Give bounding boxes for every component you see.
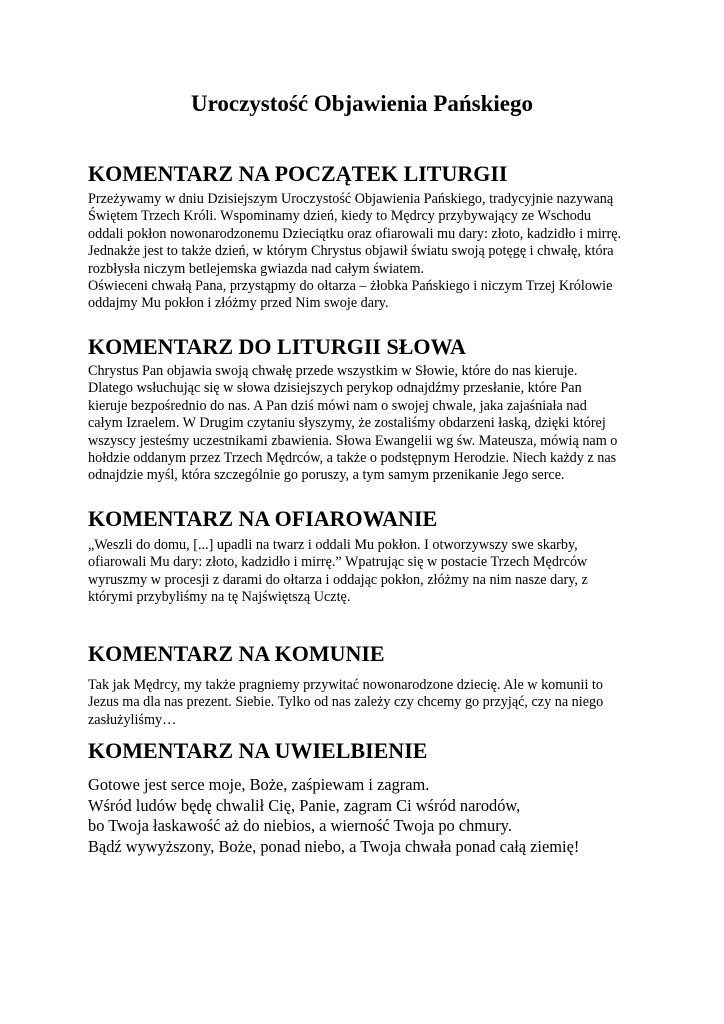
section-body-poczatek-liturgii [88, 191, 621, 313]
text-line: Chrystus Pan objawia swoją chwałę przede wszystkim w Słowie, które do nas kieruje. [88, 363, 578, 379]
section-heading-uwielbienie: KOMENTARZ NA UWIELBIENIE [88, 738, 428, 763]
text-line: którymi przybyliśmy na tę Najświętszą Ucztę. [88, 589, 351, 606]
text-line: oddajmy Mu pokłon i złóżmy przed Nim swoje dary. [88, 295, 389, 312]
text-line: Tak jak Mędrcy, my także pragniemy przywitać nowonarodzone dziecię. Ale w komunii to [88, 677, 603, 693]
text-line: Dlatego wsłuchując się w słowa dzisiejszych perykop odnajdźmy przesłanie, które Pan [88, 380, 582, 397]
text-line: „Weszli do domu, [...] upadli na twarz i oddali Mu pokłon. I otworzywszy swe skarby, [88, 537, 578, 553]
section-body-ofiarowanie [88, 537, 588, 607]
text-line: wszyscy jesteśmy uczestnikami zbawienia. Słowa Ewangelii wg św. Mateusza, mówią nam o [88, 432, 618, 449]
text-line: Wśród ludów będę chwalił Cię, Panie, zagram Ci wśród narodów, [88, 795, 521, 815]
document-title: Uroczystość Objawienia Pańskiego [190, 91, 533, 116]
section-heading-poczatek-liturgii: KOMENTARZ NA POCZĄTEK LITURGII [88, 161, 508, 186]
section-heading-liturgia-slowa: KOMENTARZ DO LITURGII SŁOWA [88, 334, 466, 359]
text-line: Gotowe jest serce moje, Boże, zaśpiewam i zagram. [88, 775, 430, 794]
text-line: Jednakże jest to także dzień, w którym Chrystus objawił światu swoją potęgę i chwałę, która [88, 243, 614, 260]
text-line: hołdzie oddanym przez Trzech Mędrców, a także o podstępnym Herodzie. Niech każdy z nas [88, 450, 617, 467]
section-heading-komunia: KOMENTARZ NA KOMUNIE [88, 641, 385, 666]
text-line: całym Izraelem. W Drugim czytaniu słyszymy, że zostaliśmy obdarzeni łaską, dzięki której [88, 415, 606, 432]
text-line: zasłużyliśmy… [88, 711, 177, 728]
text-line: oddali pokłon nowonarodzonemu Dzieciątku oraz ofiarowali mu dary: złoto, kadzidło i mirrę. [88, 225, 622, 242]
text-line: Świętem Trzech Króli. Wspominamy dzień, kiedy to Mędrcy przybywający ze Wschodu [88, 208, 592, 225]
text-line: Oświeceni chwałą Pana, przystąpmy do ołtarza – żłobka Pańskiego i niczym Trzej Królowie [88, 278, 613, 295]
text-line: wyruszmy w procesji z darami do ołtarza i oddając pokłon, złóżmy na nim nasze dary, z [88, 571, 588, 588]
text-line: kieruje bezpośrednio do nas. A Pan dziś mówi nam o swojej chwale, jaka zajaśniała nad [88, 397, 587, 414]
section-body-liturgia-slowa [88, 363, 617, 485]
text-line: rozbłysła niczym betlejemska gwiazda nad całym światem. [88, 260, 425, 277]
text-line: Przeżywamy w dniu Dzisiejszym Uroczystość Objawienia Pańskiego, tradycyjnie nazywaną [88, 191, 614, 207]
section-heading-ofiarowanie: KOMENTARZ NA OFIAROWANIE [88, 506, 438, 531]
text-line: Jezus ma dla nas prezent. Siebie. Tylko od nas zależy czy chcemy go przyjąć, czy na niego [88, 694, 604, 711]
text-line: bo Twoja łaskawość aż do niebios, a wierność Twoja po chmury. [88, 816, 512, 835]
section-body-komunia [88, 677, 603, 729]
section-body-uwielbienie [88, 775, 579, 857]
text-line: odnajdzie myśl, która szczególnie go poruszy, a tym samym przenikanie Jego serce. [88, 467, 565, 484]
text-line: ofiarowali Mu dary: złoto, kadzidło i mirrę.” Wpatrując się w postacie Trzech Mędrców [88, 554, 588, 571]
text-line: Bądź wywyższony, Boże, ponad niebo, a Twoja chwała ponad całą ziemię! [88, 836, 580, 856]
